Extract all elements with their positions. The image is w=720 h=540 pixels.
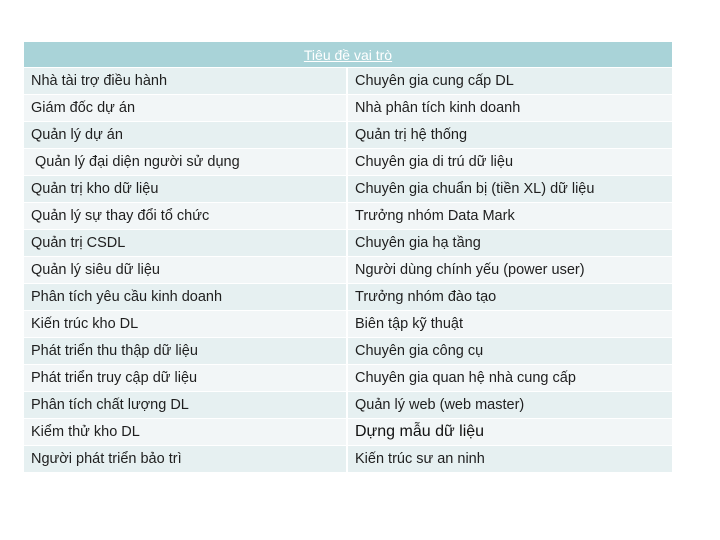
table-row <box>24 257 672 284</box>
table-row <box>24 392 672 419</box>
role-cell-left: Quản lý sự thay đổi tổ chức <box>24 203 348 230</box>
table-row <box>24 176 672 203</box>
table-row <box>24 419 672 446</box>
table-row <box>24 203 672 230</box>
role-cell-left: Nhà tài trợ điều hành <box>24 68 348 95</box>
role-cell-right: Nhà phân tích kinh doanh <box>348 95 672 122</box>
role-cell-right: Quản trị hệ thống <box>348 122 672 149</box>
role-cell-left: Quản lý đại diện người sử dụng <box>24 149 348 176</box>
table-header: Tiêu đề vai trò <box>24 42 672 68</box>
role-cell-left: Quản trị kho dữ liệu <box>24 176 348 203</box>
role-cell-left: Quản trị CSDL <box>24 230 348 257</box>
role-cell-right: Quản lý web (web master) <box>348 392 672 419</box>
table-row <box>24 311 672 338</box>
role-cell-left: Phát triển truy cập dữ liệu <box>24 365 348 392</box>
roles-table <box>24 42 672 473</box>
table-row <box>24 95 672 122</box>
role-cell-left: Phát triển thu thập dữ liệu <box>24 338 348 365</box>
role-cell-right: Kiến trúc sư an ninh <box>348 446 672 473</box>
role-cell-left: Phân tích yêu cầu kinh doanh <box>24 284 348 311</box>
table-header-row <box>24 42 672 68</box>
role-cell-left: Phân tích chất lượng DL <box>24 392 348 419</box>
table-row <box>24 230 672 257</box>
role-cell-right: Trưởng nhóm đào tạo <box>348 284 672 311</box>
role-cell-right: Dựng mẫu dữ liệu <box>348 419 672 446</box>
table-row <box>24 338 672 365</box>
role-cell-left: Kiến trúc kho DL <box>24 311 348 338</box>
role-cell-right: Biên tập kỹ thuật <box>348 311 672 338</box>
role-cell-left: Quản lý siêu dữ liệu <box>24 257 348 284</box>
table-row <box>24 122 672 149</box>
role-cell-right: Trưởng nhóm Data Mark <box>348 203 672 230</box>
role-cell-right: Chuyên gia quan hệ nhà cung cấp <box>348 365 672 392</box>
table-row <box>24 149 672 176</box>
role-cell-left: Kiểm thử kho DL <box>24 419 348 446</box>
table-row <box>24 68 672 95</box>
table-row <box>24 365 672 392</box>
role-cell-right: Chuyên gia chuẩn bị (tiền XL) dữ liệu <box>348 176 672 203</box>
role-cell-right: Người dùng chính yếu (power user) <box>348 257 672 284</box>
role-cell-right: Chuyên gia hạ tầng <box>348 230 672 257</box>
table-row <box>24 284 672 311</box>
role-cell-right: Chuyên gia cung cấp DL <box>348 68 672 95</box>
role-cell-left: Người phát triển bảo trì <box>24 446 348 473</box>
role-cell-right: Chuyên gia di trú dữ liệu <box>348 149 672 176</box>
role-cell-left: Quản lý dự án <box>24 122 348 149</box>
role-cell-left: Giám đốc dự án <box>24 95 348 122</box>
role-cell-right: Chuyên gia công cụ <box>348 338 672 365</box>
table-row <box>24 446 672 473</box>
